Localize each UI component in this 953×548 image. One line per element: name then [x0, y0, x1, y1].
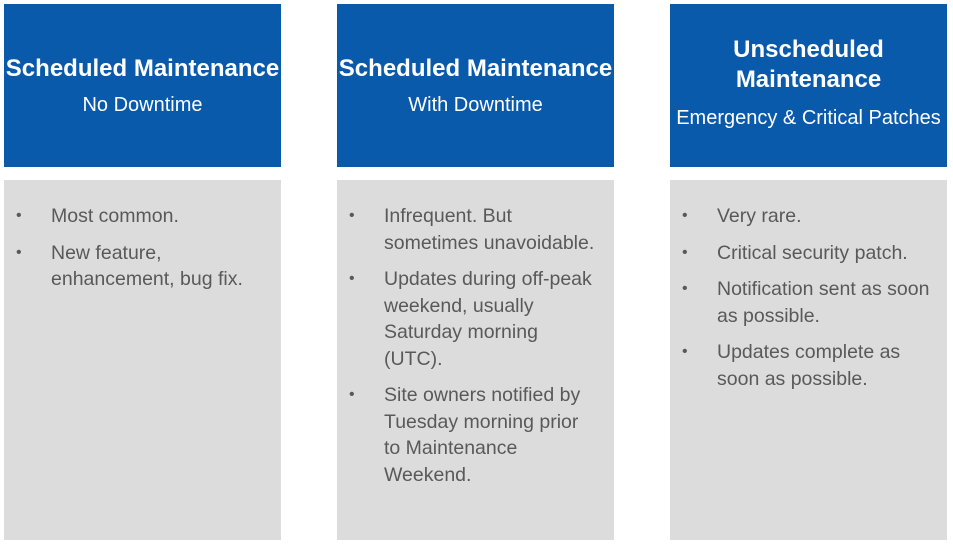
bullet-icon: • [682, 280, 688, 297]
list-item-text: Notification sent as soon as possible. [717, 278, 930, 327]
list-item-text: Infrequent. But sometimes unavoidable. [384, 205, 595, 254]
list-item [670, 240, 933, 267]
bullet-list [670, 203, 933, 392]
list-item [337, 382, 600, 488]
list-item-text: Critical security patch. [717, 241, 908, 264]
list-item-text: Site owners notified by Tuesday morning prior to Maintenance Weekend. [384, 384, 581, 486]
bullet-icon: • [349, 386, 355, 403]
column-header [670, 4, 947, 167]
bullet-icon: • [349, 270, 355, 287]
column-title: Scheduled Maintenance [5, 54, 280, 82]
column-header [337, 4, 614, 167]
list-item-text: Very rare. [717, 205, 802, 227]
list-item [670, 339, 933, 392]
list-item-text: Updates during off-peak weekend, usually Saturday morning (UTC). [384, 268, 592, 370]
bullet-list [337, 203, 600, 488]
bullet-icon: • [682, 343, 688, 360]
list-item [4, 240, 267, 293]
column-title: Scheduled Maintenance [338, 54, 613, 82]
column-subtitle: Emergency & Critical Patches [676, 106, 941, 129]
list-item-text: Updates complete as soon as possible. [717, 341, 901, 390]
column-subtitle: With Downtime [408, 93, 543, 116]
list-item [337, 266, 600, 372]
column-body [337, 180, 614, 540]
column-body [670, 180, 947, 540]
list-item [670, 203, 933, 230]
list-item [4, 203, 267, 230]
list-item [337, 203, 600, 256]
column-subtitle: No Downtime [82, 93, 203, 116]
column-header [4, 4, 281, 167]
bullet-icon: • [682, 243, 688, 261]
bullet-icon: • [682, 207, 688, 224]
bullet-icon: • [16, 207, 22, 224]
bullet-list [4, 203, 267, 293]
list-item-text: New feature, enhancement, bug fix. [51, 241, 243, 290]
list-item-text: Most common. [51, 205, 179, 227]
column-body [4, 180, 281, 540]
bullet-icon: • [349, 207, 355, 224]
bullet-icon: • [16, 243, 22, 261]
column-title: Unscheduled Maintenance [733, 35, 884, 93]
list-item [670, 276, 933, 329]
